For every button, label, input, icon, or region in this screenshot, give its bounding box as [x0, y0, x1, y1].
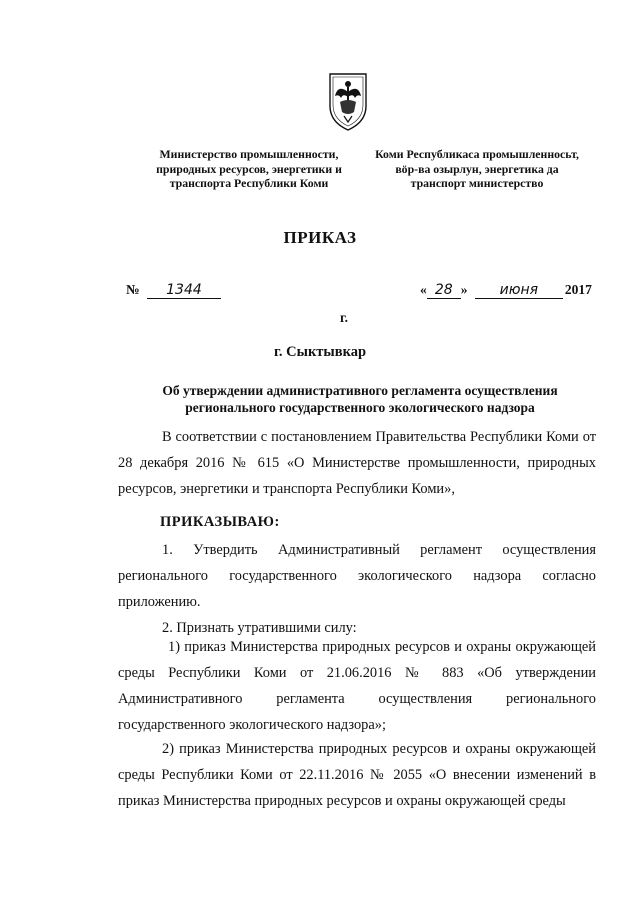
number-prefix: № — [126, 282, 140, 297]
ministry-name-line: транспорт министерство — [410, 176, 544, 191]
ministry-name-line: Министерство промышленности, — [159, 147, 339, 161]
order-directive: ПРИКАЗЫВАЮ: — [160, 514, 280, 530]
order-subject: Об утверждении административного регламента осуществления регионального государственного экологического надзора — [162, 383, 558, 415]
document-title: ПРИКАЗ — [283, 228, 357, 247]
date-close-quote: » — [460, 282, 468, 297]
city-prefix: г. — [340, 310, 348, 325]
date-year: 2017 — [564, 282, 592, 297]
ministry-name-russian — [138, 147, 360, 191]
order-item-2: 2. Признать утратившими силу: — [162, 620, 357, 636]
order-item-2-2: 2) приказ Министерства природных ресурсов и охраны окружающей среды Республики Коми от 22.11.2016 № 2055 «О внесении изменений в приказ Министерства природных ресурсов и охраны окружающей среды — [118, 741, 596, 809]
order-item-1: 1. Утвердить Административный регламент осуществления регионального государственного экологического надзора согласно приложению. — [118, 542, 596, 610]
date-month: июня — [475, 282, 563, 299]
ministry-name-line: Коми Республикаса промышленносьт, — [375, 147, 579, 161]
ministry-name-komi — [355, 147, 599, 191]
ministry-name-line: транспорта Республики Коми — [169, 176, 329, 191]
number-value: 1344 — [147, 282, 221, 299]
date-day: 28 — [427, 282, 461, 299]
preamble-paragraph: В соответствии с постановлением Правительства Республики Коми от 28 декабря 2016 № 615 «О Министерстве промышленности, природных ресурсов, энергетики и транспорта Республики Коми», — [118, 429, 596, 497]
date-open-quote: « — [420, 282, 427, 297]
order-item-2-1: 1) приказ Министерства природных ресурсов и охраны окружающей среды Республики Коми от 21.06.2016 № 883 «Об утверждении Административного регламента осуществления регионального государственного экологического надзора»; — [118, 639, 596, 733]
coat-of-arms-emblem — [326, 70, 370, 132]
order-number — [126, 282, 221, 299]
order-date — [420, 282, 592, 299]
city-name: г. Сыктывкар — [273, 344, 367, 360]
ministry-name-line: природных ресурсов, энергетики и — [156, 161, 342, 176]
ministry-name-line: вöр-ва озырлун, энергетика да — [395, 161, 559, 176]
